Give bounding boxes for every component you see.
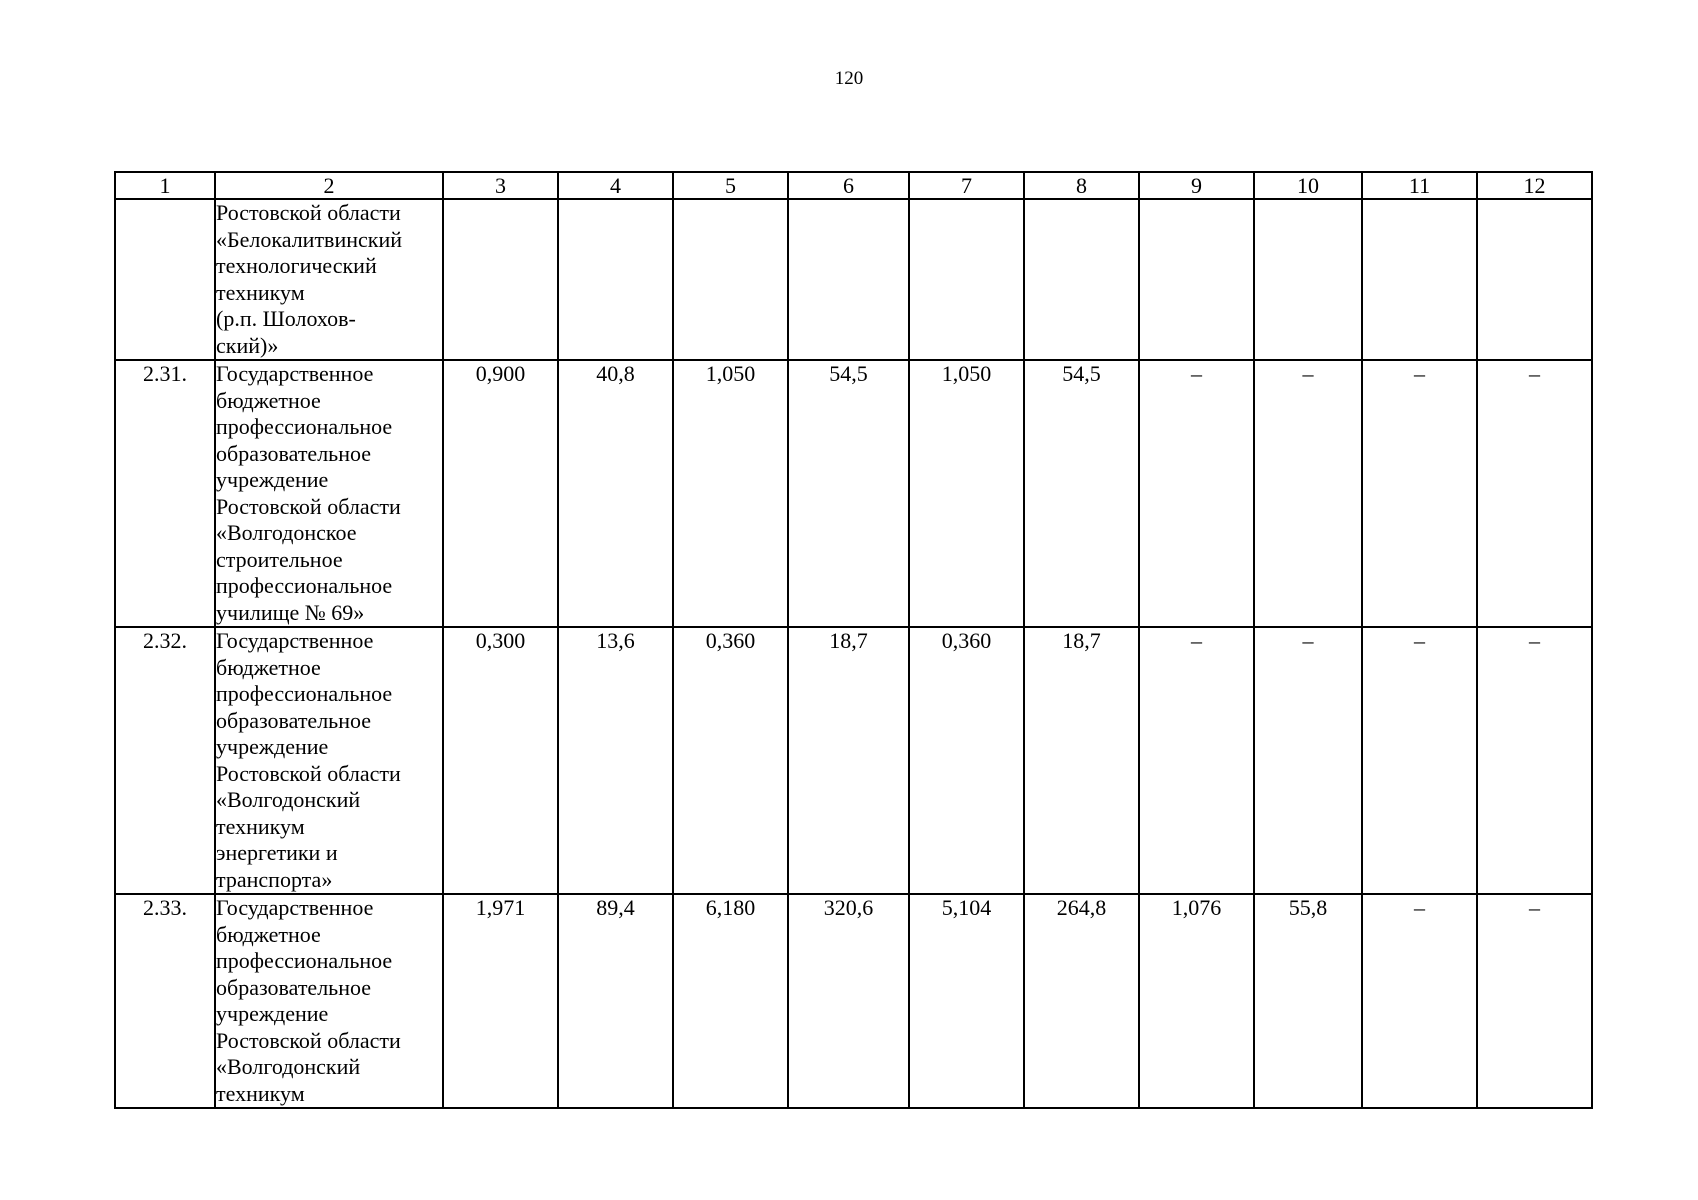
name-line: «Волгодонское [216, 520, 357, 545]
name-line: образовательное [216, 707, 372, 733]
value-cell: – [1477, 360, 1592, 627]
name-line: профессиональное [216, 681, 393, 706]
value-cell: 320,6 [788, 894, 909, 1108]
name-line: ский)» [216, 332, 279, 358]
column-header: 9 [1139, 172, 1254, 199]
name-line: технологический [216, 253, 377, 278]
column-header: 7 [909, 172, 1024, 199]
name-line: бюджетное [216, 387, 321, 413]
name-line: Ростовской области [216, 493, 401, 519]
name-line: образовательное [216, 974, 372, 1000]
table-row [115, 199, 1592, 360]
name-line: бюджетное [216, 921, 321, 947]
value-cell: 5,104 [909, 894, 1024, 1108]
value-cell [788, 199, 909, 360]
value-cell: 1,050 [673, 360, 788, 627]
name-line: профессиональное [216, 948, 393, 973]
name-line: «Белокалитвинский [216, 226, 402, 252]
name-line: Государственное [216, 895, 374, 920]
name-line: Ростовской области [216, 1027, 401, 1053]
data-table [114, 171, 1593, 1109]
value-cell [1139, 199, 1254, 360]
name-line: Ростовской области [216, 760, 401, 786]
value-cell: 6,180 [673, 894, 788, 1108]
value-cell [1362, 199, 1477, 360]
header-row [115, 172, 1592, 199]
name-line: Государственное [216, 361, 374, 386]
column-header: 2 [215, 172, 443, 199]
name-line: Ростовской области [216, 200, 401, 225]
column-header: 3 [443, 172, 558, 199]
column-header: 4 [558, 172, 673, 199]
row-number: 2.33. [115, 894, 215, 1108]
page-number: 120 [834, 68, 864, 89]
name-line: образовательное [216, 440, 372, 466]
institution-name [215, 199, 443, 360]
value-cell: 1,971 [443, 894, 558, 1108]
value-cell: – [1362, 627, 1477, 894]
value-cell: – [1362, 360, 1477, 627]
value-cell [1024, 199, 1139, 360]
name-line: учреждение [216, 734, 329, 759]
value-cell: 89,4 [558, 894, 673, 1108]
value-cell: 54,5 [1024, 360, 1139, 627]
value-cell [1254, 199, 1362, 360]
column-header: 12 [1477, 172, 1592, 199]
value-cell: – [1139, 627, 1254, 894]
column-header: 8 [1024, 172, 1139, 199]
name-line: профессиональное [216, 573, 393, 598]
name-line: транспорта» [216, 866, 333, 892]
value-cell: – [1254, 627, 1362, 894]
name-line: учреждение [216, 467, 329, 492]
row-number: 2.32. [115, 627, 215, 894]
name-line: учреждение [216, 1001, 329, 1026]
value-cell: 264,8 [1024, 894, 1139, 1108]
name-line: энергетики и [216, 840, 338, 865]
value-cell: 40,8 [558, 360, 673, 627]
value-cell: – [1254, 360, 1362, 627]
value-cell [558, 199, 673, 360]
row-number [115, 199, 215, 360]
institution-name [215, 360, 443, 627]
value-cell: 0,900 [443, 360, 558, 627]
value-cell [909, 199, 1024, 360]
name-line: «Волгодонский [216, 787, 361, 812]
name-line: (р.п. Шолохов- [216, 306, 356, 331]
value-cell: 0,300 [443, 627, 558, 894]
value-cell [443, 199, 558, 360]
name-line: бюджетное [216, 654, 321, 680]
table-row [115, 360, 1592, 627]
institution-name [215, 627, 443, 894]
name-line: Государственное [216, 628, 374, 653]
value-cell: – [1362, 894, 1477, 1108]
value-cell: 54,5 [788, 360, 909, 627]
value-cell: 13,6 [558, 627, 673, 894]
name-line: «Волгодонский [216, 1054, 361, 1079]
value-cell: – [1477, 627, 1592, 894]
table-row [115, 894, 1592, 1108]
column-header: 1 [115, 172, 215, 199]
value-cell: – [1139, 360, 1254, 627]
name-line: техникум [216, 1080, 305, 1106]
column-header: 10 [1254, 172, 1362, 199]
value-cell: 18,7 [788, 627, 909, 894]
name-line: техникум [216, 813, 305, 839]
value-cell: 1,076 [1139, 894, 1254, 1108]
name-line: строительное [216, 546, 343, 572]
value-cell [1477, 199, 1592, 360]
value-cell: – [1477, 894, 1592, 1108]
value-cell: 0,360 [673, 627, 788, 894]
name-line: техникум [216, 279, 305, 305]
value-cell: 1,050 [909, 360, 1024, 627]
name-line: училище № 69» [216, 599, 365, 625]
column-header: 11 [1362, 172, 1477, 199]
value-cell: 55,8 [1254, 894, 1362, 1108]
column-header: 5 [673, 172, 788, 199]
row-number: 2.31. [115, 360, 215, 627]
table-row [115, 627, 1592, 894]
name-line: профессиональное [216, 414, 393, 439]
value-cell [673, 199, 788, 360]
institution-name [215, 894, 443, 1108]
value-cell: 0,360 [909, 627, 1024, 894]
column-header: 6 [788, 172, 909, 199]
value-cell: 18,7 [1024, 627, 1139, 894]
